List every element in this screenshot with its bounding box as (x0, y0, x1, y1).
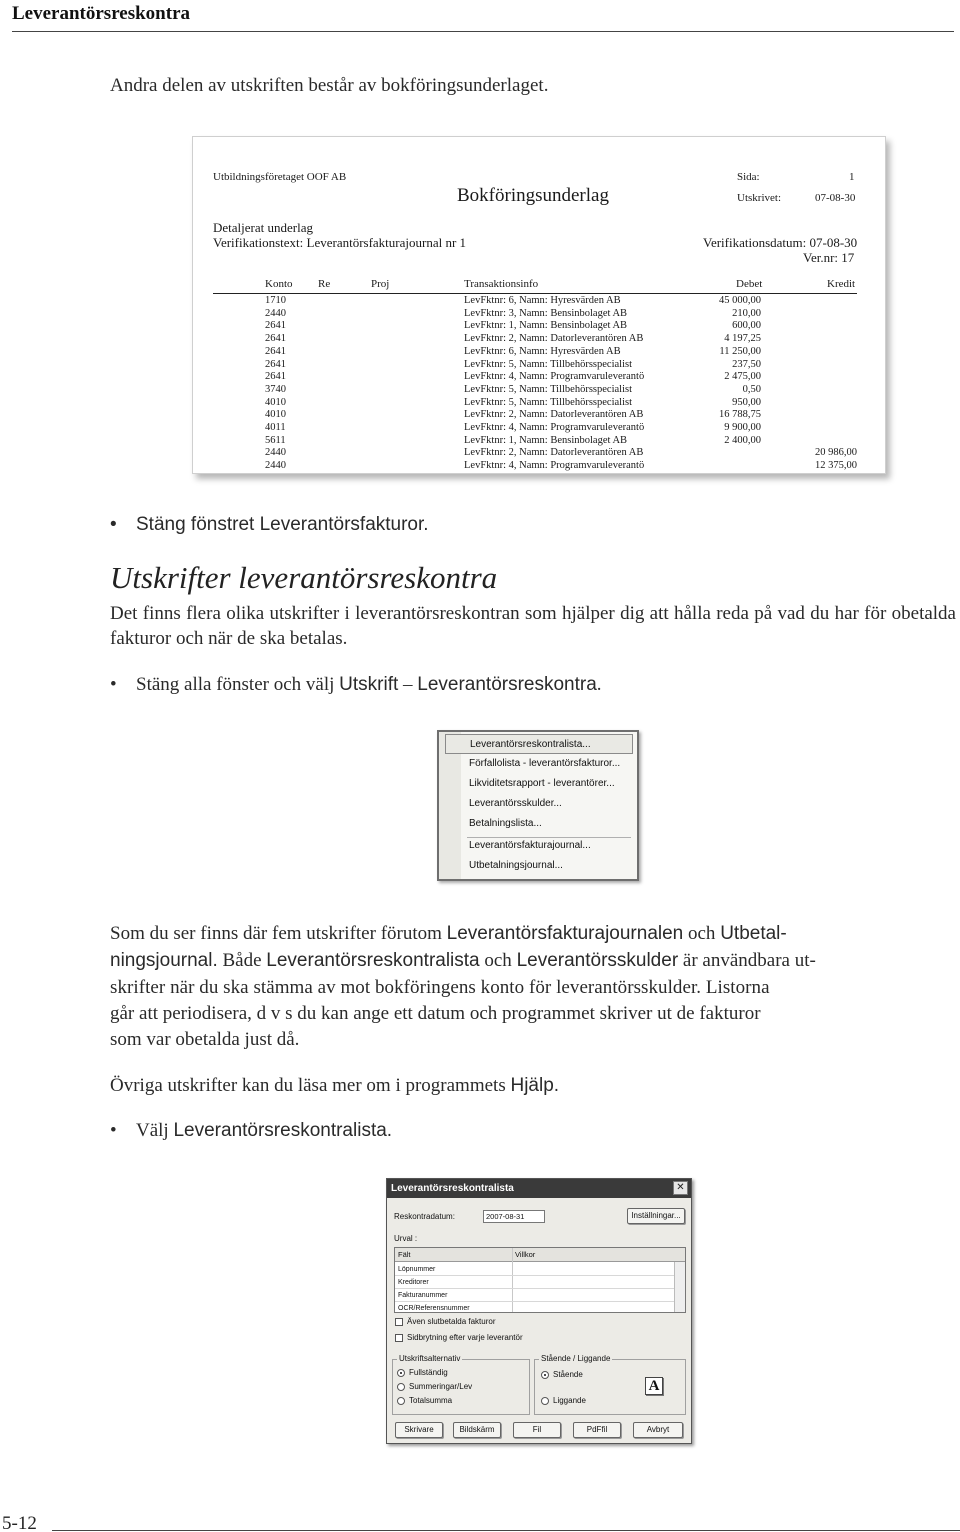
skrivare-button[interactable]: Skrivare (395, 1422, 443, 1438)
report-cell-konto: 2440 (265, 307, 286, 319)
report-cell-debet: 0,50 (742, 383, 761, 395)
report-cell-debet: 237,50 (732, 358, 761, 370)
report-cell-debet: 600,00 (732, 320, 761, 332)
report-cell-debet: 950,00 (732, 396, 761, 408)
report-row (193, 333, 886, 346)
reskontradatum-label: Reskontradatum: (394, 1212, 455, 1221)
radio-totalsumma-label: Totalsumma (409, 1396, 453, 1405)
page-number: 5-12 (2, 1513, 37, 1532)
checkbox-sidbrytning[interactable] (395, 1334, 403, 1342)
para2-text5: är användbara ut- (678, 950, 816, 971)
report-cell-trans: LevFktnr: 2, Namn: Datorleverantören AB (464, 333, 644, 345)
report-row (193, 422, 886, 435)
utskriftsalternativ-group (392, 1354, 530, 1415)
report-title: Bokföringsunderlag (457, 185, 609, 206)
grid-header (395, 1248, 685, 1262)
section-paragraph: Det finns flera olika utskrifter i leverantörsreskontran som hjälper dig att hålla reda på vad du har för obetalda fakturor och när de ska betalas. (110, 603, 956, 649)
report-cell-trans: LevFktnr: 3, Namn: Bensinbolaget AB (464, 307, 628, 319)
report-row (193, 460, 886, 473)
header-rule (12, 31, 954, 32)
report-row (193, 320, 886, 333)
para-utskrifter-line3: skrifter när du ska stämma av mot bokföringens konto för leverantörsskulder. Listorna (110, 977, 770, 998)
report-cell-kredit: 20 986,00 (815, 447, 857, 459)
report-detaljerat: Detaljerat underlag (213, 220, 313, 235)
report-cell-debet: 16 788,75 (719, 409, 761, 421)
para-utskrifter-line1 (110, 921, 956, 946)
grid-row[interactable] (395, 1289, 675, 1302)
pdffil-button[interactable]: PdFfil (573, 1422, 621, 1438)
report-row (193, 409, 886, 422)
menu-item-leverantorsfakturajournal[interactable]: Leverantörsfakturajournal... (469, 840, 591, 851)
report-cell-trans: LevFktnr: 4, Namn: Programvaruleverantö (464, 371, 645, 383)
para2-text2: och (683, 923, 721, 944)
report-row (193, 384, 886, 397)
bildskarm-button[interactable]: Bildskärm (453, 1422, 501, 1438)
report-cell-konto: 2440 (265, 460, 286, 472)
menu-item-leverantorsreskontralista[interactable]: Leverantörsreskontralista... (445, 734, 633, 754)
reskontradatum-input[interactable] (483, 1210, 545, 1223)
menu-item-utbetalningsjournal[interactable]: Utbetalningsjournal... (469, 860, 563, 871)
report-cell-trans: LevFktnr: 4, Namn: Programvaruleverantö (464, 460, 645, 472)
report-utskrivet-label: Utskrivet: (737, 192, 781, 204)
para-utskrifter-line2 (110, 948, 956, 973)
report-cell-debet: 210,00 (732, 307, 761, 319)
ref-hjalp: Hjälp. (510, 1075, 560, 1096)
report-cell-debet: 4 197,25 (724, 333, 761, 345)
menu-ref-dash: – (398, 674, 418, 695)
report-cell-trans: LevFktnr: 6, Namn: Hyresvärden AB (464, 295, 621, 306)
utskrift-submenu (437, 730, 639, 881)
report-verifikationstext: Verifikationstext: Leverantörsfakturajournal nr 1 (213, 235, 467, 250)
menu-ref-utskrift: Utskrift (339, 674, 399, 695)
report-row (193, 371, 886, 384)
report-cell-debet: 11 250,00 (719, 345, 761, 357)
portrait-page-icon: A (645, 1377, 663, 1395)
grid-scrollbar[interactable] (674, 1262, 685, 1313)
dialog-title: Leverantörsreskontralista (387, 1179, 691, 1198)
report-cell-konto: 2641 (265, 320, 286, 332)
running-header: Leverantörsreskontra (12, 3, 191, 24)
report-row (193, 397, 886, 410)
ref-leverantorsfakturajournalen: Leverantörsfakturajournalen (446, 923, 684, 944)
radio-totalsumma[interactable] (397, 1397, 405, 1405)
para3-text: Övriga utskrifter kan du läsa mer om i programmets (110, 1075, 511, 1096)
grid-row-label: Fakturanummer (398, 1292, 448, 1299)
bullet-close-window: • Stäng fönstret Leverantörsfakturor. (110, 514, 429, 535)
utskriftsalternativ-legend: Utskriftsalternativ (399, 1354, 461, 1363)
orientering-legend: Stående / Liggande (541, 1354, 611, 1363)
urval-label: Urval : (394, 1234, 418, 1243)
radio-summeringar[interactable] (397, 1383, 405, 1391)
report-cell-trans: LevFktnr: 5, Namn: Tillbehörsspecialist (464, 383, 632, 395)
report-row (193, 435, 886, 448)
grid-row[interactable] (395, 1263, 675, 1276)
radio-fullstandig[interactable] (397, 1369, 405, 1377)
bullet-valj-lista: • Välj Leverantörsreskontralista. (110, 1120, 393, 1141)
report-row (193, 308, 886, 321)
report-cell-konto: 4011 (265, 422, 286, 433)
menu-item-betalningslista[interactable]: Betalningslista... (469, 818, 542, 829)
bokforingsunderlag-report (192, 136, 886, 474)
bullet-close-window-text: Stäng fönstret Leverantörsfakturor. (136, 514, 429, 535)
leverantorsreskontralista-dialog (386, 1178, 692, 1444)
grid-row-label: Löpnummer (398, 1266, 436, 1273)
report-cell-konto: 2440 (265, 447, 286, 459)
report-cell-trans: LevFktnr: 6, Namn: Hyresvärden AB (464, 345, 621, 357)
ref-utbetal: Utbetal- (720, 923, 787, 944)
grid-row[interactable] (395, 1302, 675, 1313)
para-utskrifter-line4: går att periodisera, d v s du kan ange ett datum och programmet skriver ut de fakturor (110, 1003, 761, 1024)
report-cell-konto: 2641 (265, 371, 286, 383)
bullet-choose-menu: • Stäng alla fönster och välj Utskrift – Leverantörsreskontra. (110, 674, 602, 695)
orientering-group (534, 1354, 686, 1415)
report-cell-trans: LevFktnr: 2, Namn: Datorleverantören AB (464, 409, 644, 421)
radio-staende-label: Stående (553, 1370, 583, 1379)
radio-liggande[interactable] (541, 1397, 549, 1405)
fil-button[interactable]: Fil (513, 1422, 561, 1438)
bullet-choose-menu-text: Stäng alla fönster och välj (136, 674, 340, 695)
report-cell-konto: 4010 (265, 409, 286, 421)
para-ovriga (110, 1073, 956, 1098)
report-cell-debet: 45 000,00 (719, 295, 761, 306)
menu-ref-leverantorsreskontra: Leverantörsreskontra (417, 674, 597, 695)
report-cell-konto: 5611 (265, 434, 286, 446)
report-cell-konto: 4010 (265, 396, 286, 408)
col-header-re: Re (318, 278, 331, 290)
report-vernr: Ver.nr: 17 (803, 250, 855, 265)
menu-item-leverantorsskulder[interactable]: Leverantörsskulder... (469, 798, 562, 809)
bullet-choose-menu-period: . (596, 674, 602, 695)
ref-ningsjournal: ningsjournal. (110, 950, 218, 971)
footer-rule (52, 1530, 960, 1531)
report-row (193, 295, 886, 308)
col-header-trans: Transaktionsinfo (464, 278, 539, 290)
report-row (193, 359, 886, 372)
report-cell-konto: 3740 (265, 383, 286, 395)
col-header-debet: Debet (736, 278, 763, 290)
installningar-button[interactable]: Inställningar... (627, 1208, 685, 1224)
report-company: Utbildningsföretaget OOF AB (213, 171, 347, 183)
col-header-konto: Konto (265, 278, 293, 290)
ref-leverantorsreskontralista-2: Leverantörsreskontralista. (173, 1120, 393, 1141)
report-header-rule (213, 293, 857, 294)
report-sida-value: 1 (849, 171, 855, 183)
report-row (193, 346, 886, 359)
section-heading: Utskrifter leverantörsreskontra (110, 560, 498, 595)
report-cell-kredit: 12 375,00 (815, 460, 857, 472)
avbryt-button[interactable]: Avbryt (633, 1422, 683, 1438)
menu-item-forfallolista[interactable]: Förfallolista - leverantörsfakturor... (469, 758, 621, 769)
grid-col-falt: Fält (398, 1250, 411, 1259)
col-header-proj: Proj (371, 278, 390, 290)
urval-grid[interactable] (394, 1247, 686, 1313)
report-verifikationsdatum: Verifikationsdatum: 07-08-30 (703, 235, 858, 250)
report-cell-trans: LevFktnr: 5, Namn: Tillbehörsspecialist (464, 358, 632, 370)
report-cell-konto: 2641 (265, 345, 286, 357)
report-cell-trans: LevFktnr: 5, Namn: Tillbehörsspecialist (464, 396, 632, 408)
report-cell-debet: 2 475,00 (724, 371, 761, 383)
report-cell-konto: 2641 (265, 358, 286, 370)
report-cell-debet: 9 900,00 (724, 422, 761, 433)
report-sida-label: Sida: (737, 171, 760, 183)
report-cell-debet: 2 400,00 (724, 434, 761, 446)
report-cell-konto: 2641 (265, 333, 286, 345)
intro-paragraph: Andra delen av utskriften består av bokföringsunderlaget. (110, 75, 549, 96)
ref-leverantorsskulder: Leverantörsskulder (516, 950, 679, 971)
grid-row[interactable] (395, 1276, 675, 1289)
para-utskrifter-line5: som var obetalda just då. (110, 1029, 300, 1050)
para2-text1: Som du ser finns där fem utskrifter förutom (110, 923, 447, 944)
para2-text3: Både (217, 950, 267, 971)
radio-staende[interactable] (541, 1371, 549, 1379)
radio-fullstandig-label: Fullständig (409, 1368, 448, 1377)
report-cell-trans: LevFktnr: 4, Namn: Programvaruleverantö (464, 422, 645, 433)
close-icon[interactable]: ✕ (673, 1181, 688, 1195)
checkbox-slutbetalda[interactable] (395, 1318, 403, 1326)
report-cell-trans: LevFktnr: 1, Namn: Bensinbolaget AB (464, 320, 628, 332)
ref-leverantorsreskontralista: Leverantörsreskontralista (266, 950, 480, 971)
bullet-valj-text: Välj (136, 1120, 174, 1141)
report-cell-trans: LevFktnr: 1, Namn: Bensinbolaget AB (464, 434, 628, 446)
report-row (193, 447, 886, 460)
grid-col-villkor: Villkor (515, 1250, 536, 1259)
grid-row-label: OCR/Referensnummer (398, 1305, 470, 1312)
report-cell-trans: LevFktnr: 2, Namn: Datorleverantören AB (464, 447, 644, 459)
grid-row-label: Kreditorer (398, 1279, 429, 1286)
checkbox-slutbetalda-label: Även slutbetalda fakturor (407, 1317, 496, 1326)
checkbox-sidbrytning-label: Sidbrytning efter varje leverantör (407, 1333, 523, 1342)
col-header-kredit: Kredit (827, 278, 856, 290)
report-cell-konto: 1710 (265, 295, 286, 306)
radio-liggande-label: Liggande (553, 1396, 586, 1405)
menu-item-likviditetsrapport[interactable]: Likviditetsrapport - leverantörer... (469, 778, 615, 789)
radio-summeringar-label: Summeringar/Lev (409, 1382, 473, 1391)
para2-text4: och (479, 950, 517, 971)
report-utskrivet-value: 07-08-30 (815, 192, 856, 204)
reskontradatum-value: 2007-08-31 (486, 1212, 525, 1221)
